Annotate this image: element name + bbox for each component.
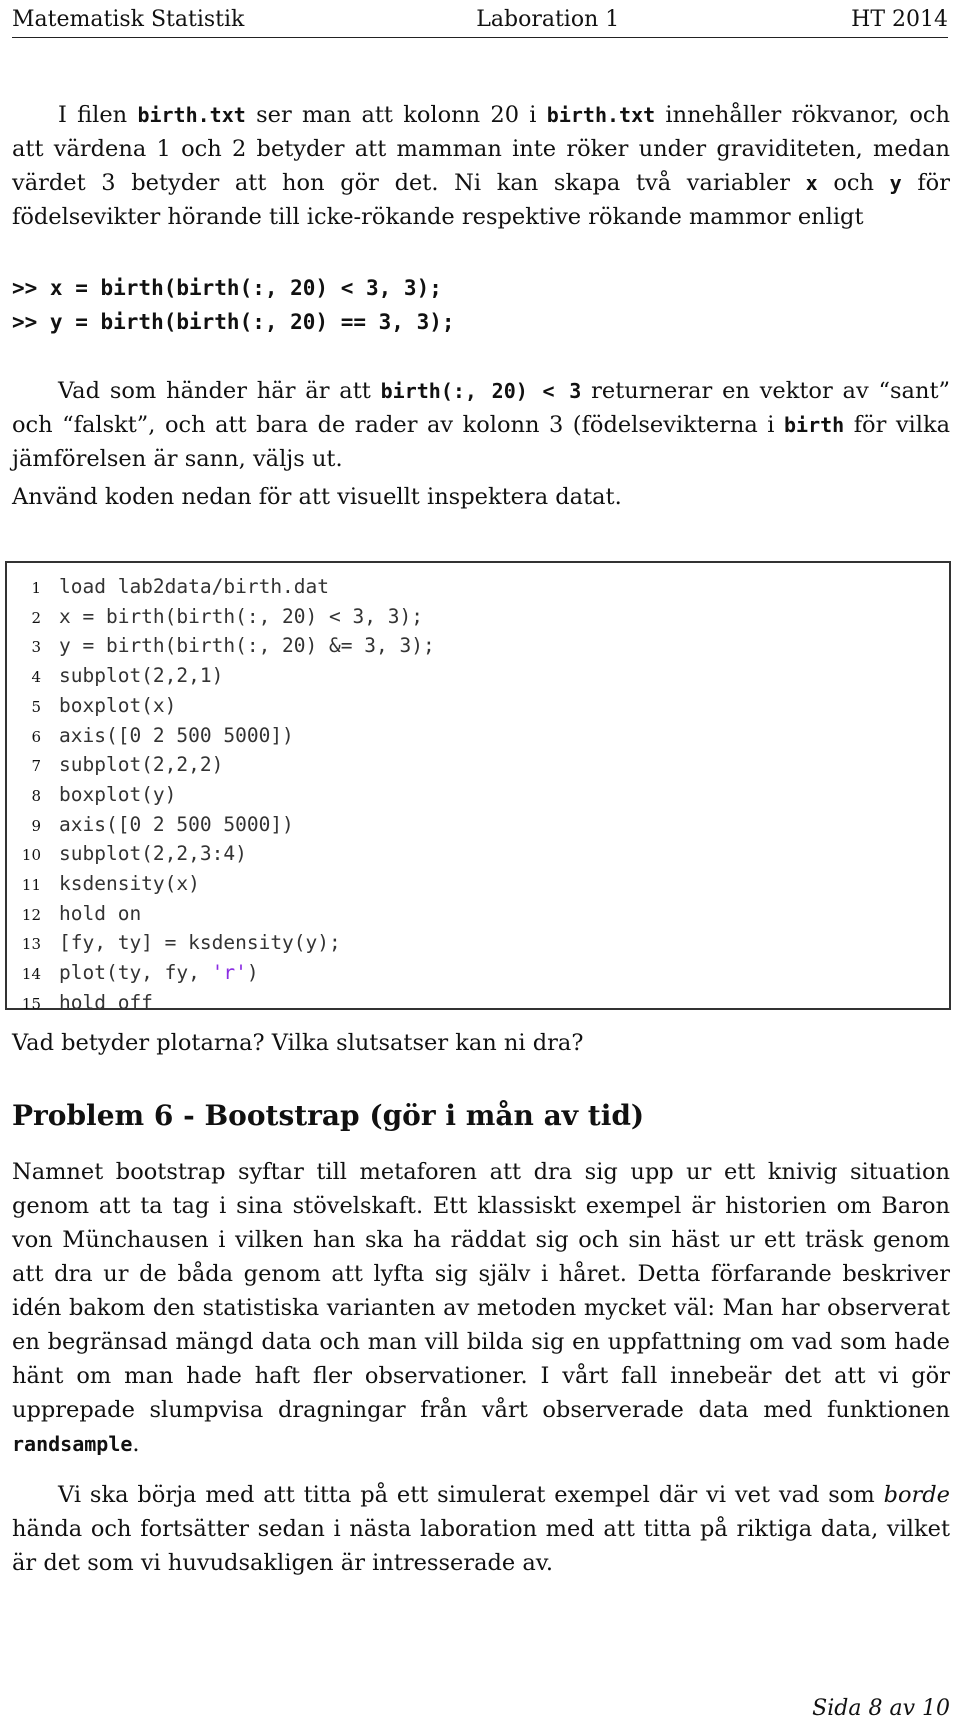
- code-line: [7, 870, 435, 900]
- line-number: 5: [31, 697, 41, 716]
- emphasis-text: borde: [883, 1482, 950, 1508]
- header-rule: [12, 37, 948, 38]
- line-number: 4: [31, 668, 41, 687]
- code-string-literal: 'r': [211, 961, 247, 985]
- line-number: 11: [21, 876, 41, 895]
- bootstrap-paragraph-1: [12, 1155, 950, 1461]
- intro-text: för födelsevikter hörande till icke-rökande respektive rökande mammor enligt: [12, 170, 950, 230]
- inline-code: x: [805, 171, 818, 195]
- intro-text: I filen: [58, 102, 138, 128]
- code-line: [7, 811, 435, 841]
- line-number: 12: [21, 905, 41, 924]
- explain-paragraph: [12, 374, 950, 476]
- code-listing: [5, 561, 951, 1014]
- explain-text: returnerar en vektor av “sant” och “falskt”, och att bara de rader av kolonn 3 (födelsevikterna i: [12, 378, 951, 438]
- code-text: axis([0 2 500 5000]): [59, 723, 294, 747]
- section-text: Vi ska börja med att titta på ett simulerat exempel där vi vet vad som: [58, 1482, 884, 1508]
- line-number: 7: [31, 757, 41, 776]
- code-lines: [7, 573, 435, 1019]
- inline-code: birth.txt: [546, 103, 656, 127]
- code-text: hold off: [59, 990, 153, 1014]
- line-number: 1: [31, 579, 41, 597]
- prompt-line: >> x = birth(birth(:, 20) < 3, 3);: [12, 276, 442, 300]
- code-text: load lab2data/birth.dat: [59, 575, 330, 598]
- section-text: Namnet bootstrap syftar till metaforen att dra sig upp ur ett knivig situation genom att ta tag i sina stövelskaft. Ett klassiskt exempel är historien om Baron von Münchausen i vilken han ska ha räddat sig och sin häst ur ett träsk genom att dra ur de båda genom att lyfta sig själv i håret. Detta förfarande beskriver idén bakom den statistiska varianten av metoden mycket väl: Man har observerat en begränsad mängd data och man vill bilda sig en uppfattning om vad som hade hänt om man hade haft fler observationer. I vårt fall innebeär det att vi gör upprepade slumpvisa dragningar från vårt observerade data med funktionen: [12, 1159, 950, 1423]
- intro-text: och: [817, 170, 890, 196]
- command-prompts: [12, 271, 455, 339]
- code-text: subplot(2,2,1): [59, 664, 224, 688]
- question-text: Vad betyder plotarna? Vilka slutsatser kan ni dra?: [12, 1030, 584, 1056]
- inline-code: y: [889, 171, 902, 195]
- header-lab: Laboration 1: [476, 7, 620, 32]
- page-header: [12, 2, 948, 38]
- code-text: x = birth(birth(:, 20) < 3, 3);: [59, 604, 423, 628]
- code-line: [7, 959, 435, 989]
- code-line: [7, 840, 435, 870]
- code-text: axis([0 2 500 5000]): [59, 812, 294, 836]
- explain-line2: Använd koden nedan för att visuellt inspektera datat.: [12, 484, 622, 510]
- code-text: hold on: [59, 901, 142, 925]
- explain-text: Vad som händer här är att: [58, 378, 381, 404]
- section-text: .: [132, 1431, 140, 1457]
- line-number: 15: [21, 994, 41, 1013]
- section-text: hända och fortsätter sedan i nästa laboration med att titta på riktiga data, vilket är det som vi huvudsakligen är intresserade av.: [12, 1516, 950, 1576]
- bootstrap-paragraph-2: [12, 1478, 950, 1580]
- intro-paragraph: [12, 98, 950, 234]
- page-number: Sida 8 av 10: [812, 1696, 950, 1721]
- inline-code: birth(:, 20) < 3: [380, 379, 582, 403]
- prompt-line: >> y = birth(birth(:, 20) == 3, 3);: [12, 310, 455, 334]
- explain-text: för vilka jämförelsen är sann, väljs ut.: [12, 412, 951, 472]
- section-title: Problem 6 - Bootstrap (gör i mån av tid): [12, 1099, 645, 1132]
- code-text: ): [246, 961, 259, 985]
- code-line: [7, 573, 435, 603]
- code-text: subplot(2,2,2): [59, 753, 224, 777]
- code-line: [7, 603, 435, 633]
- line-number: 2: [31, 608, 41, 627]
- line-number: 14: [21, 965, 41, 984]
- header-course: Matematisk Statistik: [12, 7, 245, 32]
- code-text: y = birth(birth(:, 20) &= 3, 3);: [59, 634, 435, 658]
- code-line: [7, 632, 435, 662]
- code-line: [7, 929, 435, 959]
- inline-code: randsample: [12, 1432, 133, 1456]
- intro-text: ser man att kolonn 20 i: [245, 102, 547, 128]
- code-text: boxplot(y): [59, 782, 177, 806]
- inline-code: birth.txt: [137, 103, 246, 127]
- code-text: ksdensity(x): [59, 872, 200, 896]
- code-line: [7, 662, 435, 692]
- line-number: 10: [21, 846, 41, 865]
- intro-text: innehåller rökvanor, och att värdena 1 och 2 betyder att mamman inte röker under graviditeten, medan värdet 3 betyder att hon gör det. Ni kan skapa två variabler: [12, 102, 950, 196]
- line-number: 6: [31, 727, 41, 746]
- header-term: HT 2014: [851, 7, 948, 32]
- code-line: [7, 989, 435, 1019]
- code-text: subplot(2,2,3:4): [59, 842, 247, 866]
- code-line: [7, 751, 435, 781]
- code-line: [7, 900, 435, 930]
- line-number: 13: [21, 935, 41, 954]
- line-number: 3: [31, 638, 41, 657]
- code-text: plot(ty, fy,: [59, 961, 212, 985]
- line-number: 8: [31, 786, 41, 805]
- code-text: [fy, ty] = ksdensity(y);: [59, 931, 341, 955]
- inline-code: birth: [784, 413, 845, 437]
- code-line: [7, 781, 435, 811]
- code-line: [7, 722, 435, 752]
- code-text: boxplot(x): [59, 693, 177, 717]
- line-number: 9: [31, 816, 41, 835]
- code-line: [7, 692, 435, 722]
